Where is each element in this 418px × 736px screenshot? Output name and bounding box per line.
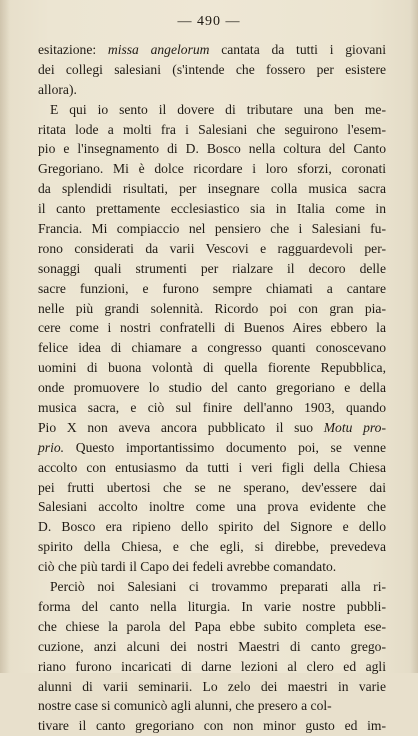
text-line <box>38 299 386 319</box>
text-line <box>38 677 386 697</box>
text-line <box>38 696 386 716</box>
text-line <box>38 318 386 338</box>
text-run: che chiese la parola del Papa ebbe subito completa ese- <box>38 618 386 634</box>
text-line <box>38 657 386 677</box>
text-run: E qui io sento il dovere di tributare una ben me- <box>50 101 386 117</box>
text-line <box>38 80 386 100</box>
text-run: uomini di buona volontà di quella fiorente Repubblica, <box>38 360 386 376</box>
text-run: Salesiani accolto inoltre come una prova evidente che <box>38 499 386 515</box>
text-line <box>38 418 386 438</box>
text-run: ritata lode a molti fra i Salesiani che seguirono l'esem- <box>38 121 386 137</box>
text-line <box>38 40 386 60</box>
text-run: cuzione, anzi alcuni dei nostri Maestri di canto grego- <box>38 638 386 654</box>
page-number: — 490 — <box>177 14 241 29</box>
scan-shadow-left <box>0 0 10 673</box>
text-line <box>38 358 386 378</box>
text-run: ciò che più tardi il Capo dei fedeli avrebbe comandato. <box>38 559 337 575</box>
text-line <box>38 617 386 637</box>
text-run: accolto con entusiasmo da tutti i veri figli della Chiesa <box>38 459 386 475</box>
text-run: cantata da tutti i giovani <box>209 42 386 57</box>
text-run: forma del canto nella liturgia. In varie nostre pubbli- <box>38 598 386 614</box>
text-line <box>38 100 386 120</box>
text-run: nelle più grandi solennità. Ricordo poi con gran pia- <box>38 300 386 316</box>
text-run: esitazione: <box>38 42 108 57</box>
text-run: Questo importantissimo documento poi, se venne <box>64 439 386 455</box>
text-run: spirito della Chiesa, e che egli, si direbbe, prevedeva <box>38 539 386 555</box>
text-run: Pio X non aveva ancora pubblicato il suo <box>38 419 324 435</box>
italic-text-run: Motu pro- <box>323 419 387 435</box>
text-run: Gregoriano. Mi è dolce ricordare i loro sforzi, coronati <box>38 161 386 177</box>
text-run: riano furono incaricati di darne lezioni al clero ed agli <box>38 658 386 674</box>
text-line <box>38 279 386 299</box>
text-run: pei frutti ubertosi che se ne sperano, dev'essere dai <box>38 479 386 495</box>
text-run: sacre funzioni, e furono sempre chiamati a cantare <box>38 280 386 296</box>
body-text <box>38 40 386 736</box>
text-run: Perciò noi Salesiani ci trovammo preparati alla ri- <box>50 579 386 595</box>
text-line <box>38 398 386 418</box>
text-run: alunni di varii seminarii. Lo zelo dei maestri in varie <box>38 678 386 694</box>
text-line <box>38 458 386 478</box>
text-run: Francia. Mi compiaccio nel pensiero che i Salesiani fu- <box>38 221 386 237</box>
text-run: musica sacra, e ciò sul finire dell'anno 1903, quando <box>38 400 386 416</box>
text-line <box>38 716 386 736</box>
text-line <box>38 637 386 657</box>
text-line <box>38 497 386 517</box>
text-line <box>38 537 386 557</box>
text-run: dei collegi salesiani (s'intende che fossero per esistere <box>38 61 386 77</box>
text-line <box>38 139 386 159</box>
text-run: felice idea di chiamare a congresso quanti conoscevano <box>38 340 386 356</box>
text-run: da splendidi risultati, per insegnare colla musica sacra <box>38 181 386 197</box>
text-line <box>38 159 386 179</box>
text-line <box>38 60 386 80</box>
text-run: cere come i nostri confratelli di Buenos Aires ebbero la <box>38 320 386 336</box>
italic-text-run: missa angelorum <box>107 42 210 57</box>
text-run: nostre case si comunicò agli alunni, che presero a col- <box>38 698 332 714</box>
text-line <box>38 239 386 259</box>
text-line <box>38 517 386 537</box>
text-line <box>38 577 386 597</box>
text-line <box>38 338 386 358</box>
text-run: onde promuovere lo studio del canto gregoriano e della <box>38 380 386 396</box>
text-line <box>38 478 386 498</box>
text-run: rono considerati da varii Vescovi e ragguardevoli per- <box>38 240 386 256</box>
text-line <box>38 179 386 199</box>
text-line <box>38 438 386 458</box>
text-line <box>38 557 386 577</box>
text-run: il canto prettamente ecclesiastico sia in Italia come in <box>38 201 386 217</box>
text-run: pio e l'insegnamento di D. Bosco nella coltura del Canto <box>38 141 386 157</box>
scan-shadow-right <box>410 0 418 673</box>
text-line <box>38 597 386 617</box>
text-line <box>38 378 386 398</box>
text-line <box>38 259 386 279</box>
text-run: D. Bosco era ripieno dello spirito del Signore e dello <box>38 519 386 535</box>
text-run: tivare il canto gregoriano con non minor gusto ed im- <box>38 718 386 734</box>
text-line <box>38 199 386 219</box>
text-run: allora). <box>38 81 77 97</box>
text-line <box>38 219 386 239</box>
text-run: sonaggi quali strumenti per rialzare il decoro delle <box>38 260 386 276</box>
italic-text-run: prio. <box>38 439 65 455</box>
text-line <box>38 120 386 140</box>
